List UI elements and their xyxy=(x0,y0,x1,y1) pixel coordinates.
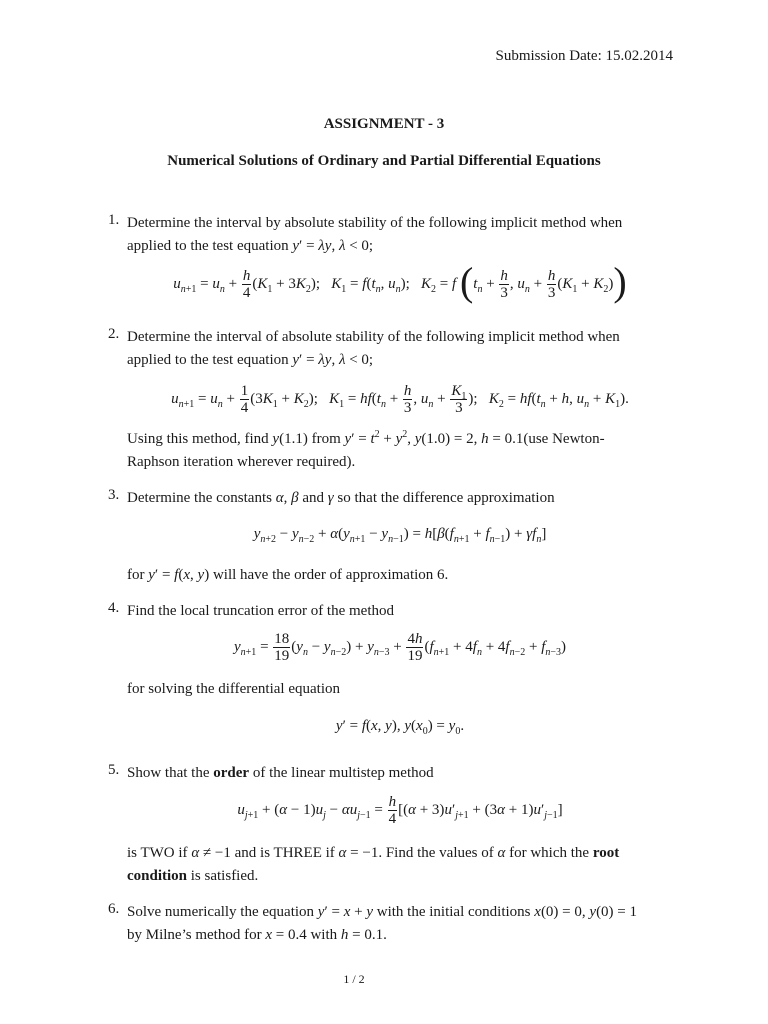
question-1-text: Determine the interval by absolute stability of the following implicit method when applied to the test equation y′ = λy, λ < 0; xyxy=(127,215,623,254)
course-subtitle: Numerical Solutions of Ordinary and Partial Differential Equations xyxy=(167,153,601,169)
page-number: 1 / 2 xyxy=(343,972,365,986)
question-number: 1. xyxy=(108,212,120,228)
question-3-equation: $y_{n+2} - y_{n-2} + \alpha(y_{n+1} - y_{n-1}) = h[\beta(f_{n+1} + f_{n-1}) + \gamma f_n]$ xyxy=(253,526,547,545)
question-6-text: Solve numerically the equation y′ = x + y with the initial conditions x(0) = 0, y(0) = 1 by Milne’s method for x = 0.4 with h = 0.1. xyxy=(127,904,638,943)
question-4-after: for solving the differential equation xyxy=(127,681,340,697)
question-4-ode: y′ = f(x, y), $y(x_0) = y_0$. xyxy=(335,718,465,737)
question-3-after: for y′ = f(x, y) will have the order of approximation 6. xyxy=(127,567,449,583)
question-5-text: Show that the order of the linear multistep method xyxy=(127,765,434,781)
question-number: 2. xyxy=(108,326,120,342)
question-3-text: Determine the constants α, β and γ so that the difference approximation xyxy=(127,490,555,506)
submission-date: Submission Date: 15.02.2014 xyxy=(495,48,673,64)
question-4-text: Find the local truncation error of the method xyxy=(127,603,395,619)
question-5-equation: $u_{j+1} + (\alpha - 1)u_j - \alpha u_{j-1}$ = $\frac{h}{4}$ $[(\alpha + 3)u'_{j+1} + (3\alpha + 1)u'_{j-1}]$ xyxy=(237,794,563,827)
question-2-equation: $u_{n+1} = u_n$ + $\frac{1}{4}$ $(3K_1 + K_2)$; $K_1 = hf(t_n$ + $\frac{h}{3}$ , $u_n$ + $\frac{K_1}{3}$ ); $K_2 = hf(t_n + h$, $u_n + K_1$). xyxy=(171,383,629,416)
question-2-text: Determine the interval of absolute stability of the following implicit method when applied to the test equation y′ = λy, λ < 0; xyxy=(127,329,620,368)
question-number: 3. xyxy=(108,487,120,503)
question-2-using: Using this method, find y(1.1) from $y' = t^2 + y^2$, y(1.0) = 2, h = 0.1(use Newton- Raphson iteration wherever required). xyxy=(127,429,605,470)
question-1-equation: $u_{n+1} = u_n$ + $\frac{h}{4}$ $(K_1 + 3K_2)$; $K_1 = f(t_n$, $u_n$); $K_2 = f$ ($t_n$ + $\frac{h}{3}$ , $u_n$ + $\frac{h}{3}$ $(K_1 + K_2)$) xyxy=(173,258,627,304)
question-number: 4. xyxy=(108,600,120,616)
assignment-title: ASSIGNMENT - 3 xyxy=(323,116,445,132)
question-number: 5. xyxy=(108,762,120,778)
question-4-equation: $y_{n+1}$ = $\frac{18}{19}$ $(y_n - y_{n-2}) + y_{n-3}$ + $\frac{4h}{19}$ $(f_{n+1} + 4f_n + 4f_{n-2} + f_{n-3})$ xyxy=(234,631,566,664)
question-5-after: is TWO if α ≠ −1 and is THREE if α = −1. Find the values of α for which the root condition is satisfied. xyxy=(127,845,620,884)
question-number: 6. xyxy=(108,901,120,917)
